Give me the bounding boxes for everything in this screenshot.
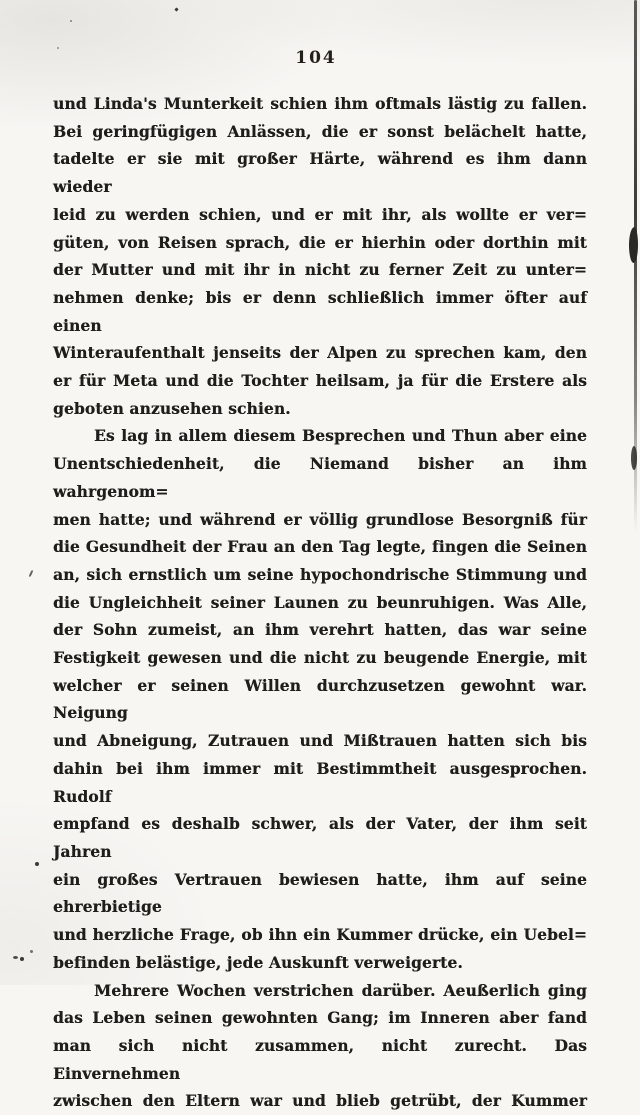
text-line: geboten anzusehen schien. <box>53 398 291 418</box>
text-line: der Sohn zumeist, an ihm verehrt hatten, das war seine <box>53 620 587 640</box>
text-line: die Gesundheit der Frau an den Tag legte, fingen die Seinen <box>53 537 587 557</box>
text-line: der Mutter und mit ihr in nicht zu ferner Zeit zu unter= <box>53 260 587 280</box>
scan-speckle <box>20 957 24 961</box>
scan-speckle <box>13 956 18 959</box>
text-line: dahin bei ihm immer mit Bestimmtheit ausgesprochen. Rudolf <box>53 758 587 806</box>
text-line: und Linda's Munterkeit schien ihm oftmals lästig zu fallen. <box>53 94 587 113</box>
text-line: die Ungleichheit seiner Launen zu beunruhigen. Was Alle, <box>53 592 587 612</box>
scan-speckle <box>35 862 39 866</box>
text-line: güten, von Reisen sprach, die er hierhin oder dorthin mit <box>53 232 587 252</box>
text-line: und Abneigung, Zutrauen und Mißtrauen hatten sich bis <box>53 731 587 751</box>
scan-speckle <box>70 20 72 22</box>
text-line: er für Meta und die Tochter heilsam, ja für die Erstere als <box>53 371 587 391</box>
text-line: nehmen denke; bis er denn schließlich immer öfter auf einen <box>53 287 587 335</box>
text-line: leid zu werden schien, und er mit ihr, als wollte er ver= <box>53 204 587 224</box>
scan-edge-blob <box>629 227 638 263</box>
text-line: Winteraufenthalt jenseits der Alpen zu sprechen kam, den <box>53 343 587 363</box>
text-line: ein großes Vertrauen bewiesen hatte, ihm auf seine ehrerbietige <box>53 869 587 917</box>
scan-edge-blob <box>631 446 637 470</box>
text-line: man sich nicht zusammen, nicht zurecht. Das Einvernehmen <box>53 1035 587 1083</box>
text-line: Festigkeit gewesen und die nicht zu beugende Energie, mit <box>53 648 587 668</box>
scan-speckle <box>174 7 178 11</box>
text-line: tadelte er sie mit großer Härte, während es ihm dann wieder <box>53 149 587 197</box>
text-line: Mehrere Wochen verstrichen darüber. Aeußerlich ging <box>94 980 587 1000</box>
scan-speckle <box>57 47 59 49</box>
text-line: befinden belästige, jede Auskunft verweigerte. <box>53 952 463 972</box>
text-line: Unentschiedenheit, die Niemand bisher an ihm wahrgenom= <box>53 454 587 501</box>
text-line: und herzliche Frage, ob ihn ein Kummer drücke, ein Uebel= <box>53 925 587 945</box>
scan-speckle <box>30 950 33 953</box>
page-text <box>53 90 587 1115</box>
page-number: 104 <box>295 48 337 68</box>
text-line: welcher er seinen Willen durchzusetzen gewohnt war. Neigung <box>53 675 587 723</box>
text-line: an, sich ernstlich um seine hypochondrische Stimmung und <box>53 564 587 584</box>
text-line: Bei geringfügigen Anlässen, die er sonst belächelt hatte, <box>53 121 587 141</box>
text-line: Es lag in allem diesem Besprechen und Thun aber eine <box>94 426 587 446</box>
scan-speckle <box>29 570 34 577</box>
text-line: empfand es deshalb schwer, als der Vater, der ihm seit Jahren <box>53 814 587 861</box>
text-line: zwischen den Eltern war und blieb getrübt, der Kummer <box>53 1091 587 1111</box>
text-line: das Leben seinen gewohnten Gang; im Inneren aber fand <box>53 1008 587 1028</box>
text-line: men hatte; und während er völlig grundlose Besorgniß für <box>53 509 587 529</box>
